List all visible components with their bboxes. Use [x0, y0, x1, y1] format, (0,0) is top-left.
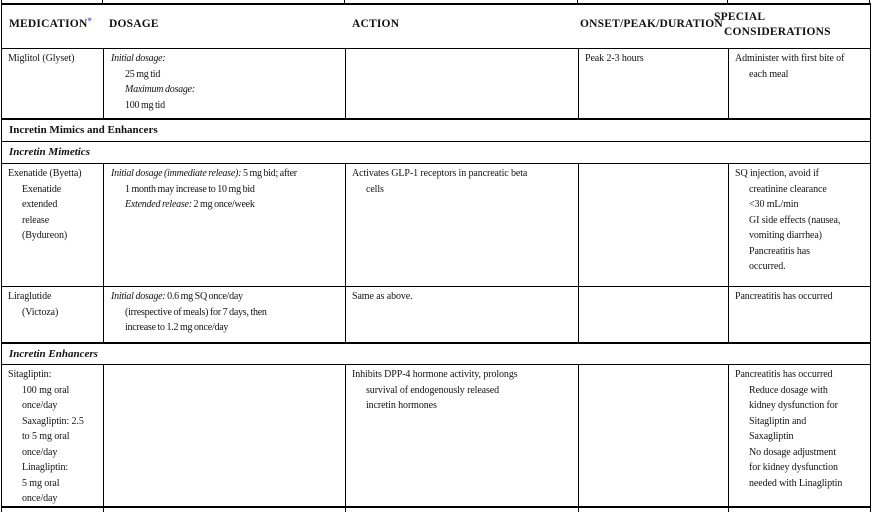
- dosage-cell: [103, 49, 345, 118]
- onset-cell: [578, 164, 728, 286]
- medication-name-line: to 5 mg oral: [22, 431, 70, 442]
- dosage-line: Initial dosage:: [111, 53, 166, 64]
- action-line: incretin hormones: [366, 400, 437, 411]
- special-line: Pancreatitis has: [749, 245, 810, 257]
- special-line: kidney dysfunction for: [749, 400, 838, 411]
- medication-name-line: (Bydureon): [22, 230, 68, 241]
- column-header-action: ACTION: [352, 18, 400, 30]
- special-line: <30 mL/min: [749, 199, 799, 210]
- footnote-asterisk: *: [87, 16, 93, 26]
- medication-name-line: Exenatide: [22, 183, 62, 195]
- action-line: Activates GLP-1 receptors in pancreatic beta: [352, 168, 528, 179]
- medication-cell: [2, 164, 103, 286]
- medication-name: Exenatide (Byetta): [8, 168, 82, 179]
- dosage-cell: [103, 508, 345, 512]
- special-line: occurred.: [749, 261, 786, 272]
- medication-name-line: Linagliptin:: [22, 462, 69, 473]
- special-line: Sitagliptin and: [749, 415, 807, 427]
- column-header-medication: [9, 18, 92, 30]
- special-line: GI side effects (nausea,: [749, 214, 841, 226]
- table-row-exenatide: [2, 163, 870, 286]
- special-line: SQ injection, avoid if: [735, 168, 819, 179]
- special-line: vomiting diarrhea): [749, 230, 822, 241]
- dosage-line: Maximum dosage:: [125, 84, 195, 95]
- section-title: Incretin Mimics and Enhancers: [9, 124, 158, 136]
- action-line: survival of endogenously released: [366, 384, 500, 396]
- special-line: Reduce dosage with: [749, 384, 828, 396]
- medication-name-line: release: [22, 214, 50, 226]
- special-line: needed with Linagliptin: [749, 477, 843, 489]
- special-cell: [728, 508, 870, 512]
- dosage-label: Initial dosage:: [111, 291, 166, 302]
- onset-text: Peak 2-3 hours: [585, 53, 644, 64]
- table-row-gliptins: [2, 364, 870, 506]
- medication-cell: [2, 49, 103, 118]
- dosage-cell: [103, 164, 345, 286]
- column-header-special-considerations: [714, 10, 831, 40]
- subsection-title: Incretin Mimetics: [9, 146, 90, 158]
- special-line: each meal: [749, 68, 789, 80]
- section-row-incretin-mimics-and-enhancers: [2, 118, 870, 141]
- medication-name-line: once/day: [22, 446, 58, 458]
- special-line: Pancreatitis has occurred: [735, 369, 833, 380]
- column-header-dosage: DOSAGE: [109, 18, 159, 30]
- action-cell: [345, 365, 578, 506]
- action-line: cells: [366, 183, 384, 195]
- table-header-row: [2, 5, 870, 48]
- dosage-value: 5 mg bid; after: [241, 168, 297, 179]
- special-header-line2: CONSIDERATIONS: [724, 26, 831, 38]
- action-cell: [345, 287, 578, 342]
- onset-cell: [578, 365, 728, 506]
- dosage-cell: [103, 287, 345, 342]
- dosage-line: 1 month may increase to 10 mg bid: [125, 183, 255, 195]
- medication-cell: [2, 287, 103, 342]
- special-cell: [728, 164, 870, 286]
- special-line: Pancreatitis has occurred: [735, 291, 833, 302]
- medication-name-line: once/day: [22, 493, 58, 504]
- medication-name: Liraglutide: [8, 291, 52, 302]
- special-line: creatinine clearance: [749, 183, 827, 195]
- onset-cell: [578, 49, 728, 118]
- action-line: Inhibits DPP-4 hormone activity, prolongs: [352, 369, 518, 380]
- medication-name-line: 5 mg oral: [22, 477, 60, 489]
- special-cell: [728, 365, 870, 506]
- medication-table: [1, 3, 871, 512]
- dosage-value: 0.6 mg SQ once/day: [165, 291, 243, 302]
- dosage-line: 25 mg tid: [125, 68, 161, 80]
- section-row-incretin-enhancers: [2, 342, 870, 364]
- subsection-title: Incretin Enhancers: [9, 348, 98, 360]
- dosage-line: (irrespective of meals) for 7 days, then: [125, 306, 267, 318]
- action-cell: [345, 164, 578, 286]
- medication-cell: [2, 508, 103, 512]
- table-row-partial: [2, 506, 870, 512]
- medication-cell: [2, 365, 103, 506]
- table-row-liraglutide: [2, 286, 870, 342]
- column-header-onset-peak-duration: ONSET/PEAK/DURATION: [580, 18, 723, 30]
- medication-name: Miglitol (Glyset): [8, 53, 75, 64]
- special-line: for kidney dysfunction: [749, 462, 838, 473]
- onset-cell: [578, 508, 728, 512]
- action-cell: [345, 508, 578, 512]
- onset-cell: [578, 287, 728, 342]
- medication-name-line: (Victoza): [22, 306, 59, 318]
- action-line: Same as above.: [352, 291, 413, 302]
- action-cell: [345, 49, 578, 118]
- column-header-medication-label: MEDICATION: [9, 18, 88, 30]
- dosage-line: increase to 1.2 mg once/day: [125, 322, 229, 333]
- special-line: Saxagliptin: [749, 431, 794, 442]
- dosage-line: 100 mg tid: [125, 99, 165, 111]
- dosage-label: Extended release:: [125, 199, 192, 210]
- dosage-cell: [103, 365, 345, 506]
- special-cell: [728, 287, 870, 342]
- special-header-line1: SPECIAL: [714, 11, 766, 23]
- medication-name-line: 100 mg oral: [22, 384, 70, 396]
- dosage-label: Initial dosage (immediate release):: [111, 168, 242, 179]
- section-row-incretin-mimetics: [2, 141, 870, 163]
- table-row-miglitol: [2, 48, 870, 118]
- special-line: No dosage adjustment: [749, 446, 836, 458]
- medication-name-line: once/day: [22, 400, 58, 411]
- medication-name-line: Saxagliptin: 2.5: [22, 415, 84, 427]
- special-line: Administer with first bite of: [735, 53, 845, 64]
- special-cell: [728, 49, 870, 118]
- medication-name-line: extended: [22, 199, 58, 210]
- medication-name: Sitagliptin:: [8, 369, 52, 380]
- dosage-value: 2 mg once/week: [191, 199, 255, 210]
